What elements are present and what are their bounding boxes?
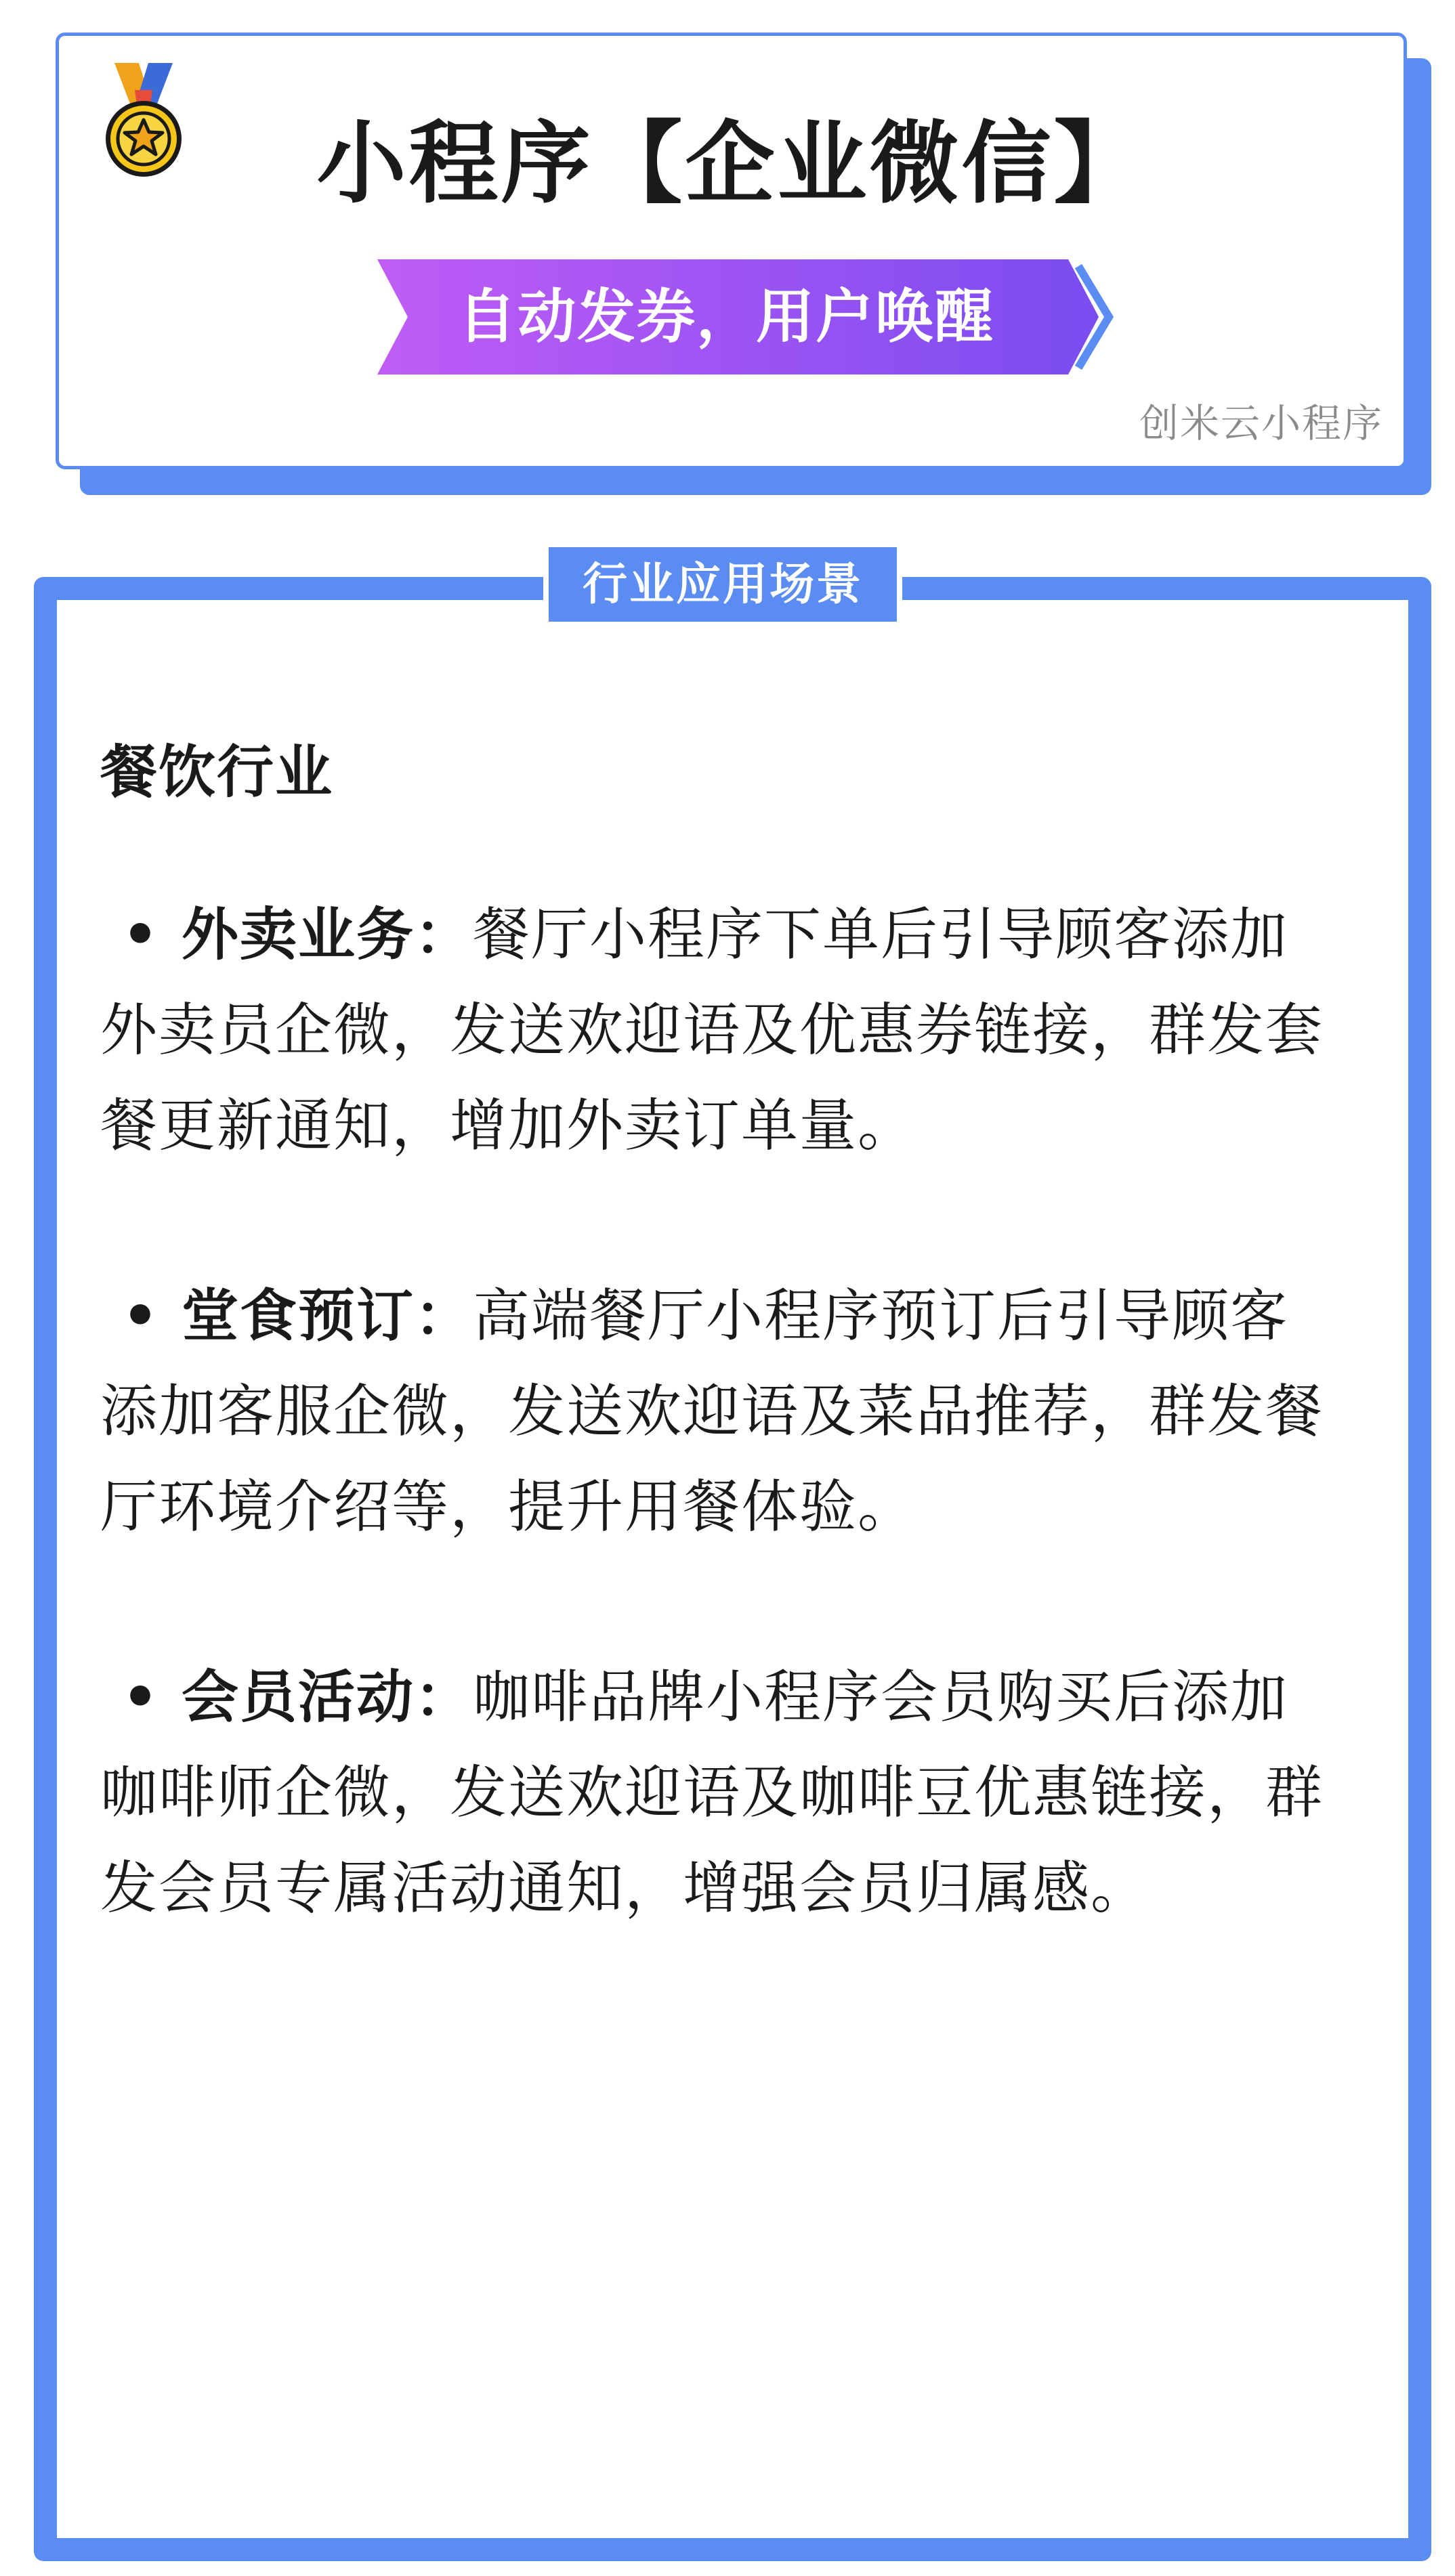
header-card: [56, 33, 1407, 469]
section-label: 行业应用场景: [543, 542, 902, 627]
item-title: 外卖业务: [182, 901, 415, 968]
bullet: •: [122, 901, 160, 968]
item-colon: ：: [415, 1283, 473, 1349]
list-item: [100, 887, 1333, 1174]
content-body: [100, 725, 1333, 2031]
item-colon: ：: [415, 901, 473, 968]
brand-label: 创米云小程序: [1139, 400, 1383, 446]
item-title: 堂食预订: [182, 1283, 415, 1349]
industry-heading: 餐饮行业: [100, 739, 334, 805]
item-title: 会员活动: [182, 1664, 415, 1730]
list-item: [100, 1650, 1333, 1936]
item-text: 咖啡品牌小程序会员购买后添加咖啡师企微，发送欢迎语及咖啡豆优惠链接，群发会员专属活动通知，增强会员归属感。: [100, 1664, 1324, 1921]
item-colon: ：: [415, 1664, 473, 1730]
bullet: •: [122, 1283, 160, 1349]
item-text: 高端餐厅小程序预订后引导顾客添加客服企微，发送欢迎语及菜品推荐，群发餐厅环境介绍等，提升用餐体验。: [100, 1283, 1324, 1540]
bullet: •: [122, 1664, 160, 1730]
item-text: 餐厅小程序下单后引导顾客添加外卖员企微，发送欢迎语及优惠券链接，群发套餐更新通知，增加外卖订单量。: [100, 901, 1324, 1159]
list-item: [100, 1268, 1333, 1555]
banner-subtitle: 自动发券，用户唤醒: [458, 283, 994, 351]
page-title: 小程序【企业微信】: [316, 112, 1146, 216]
subtitle-banner: [377, 259, 1122, 374]
